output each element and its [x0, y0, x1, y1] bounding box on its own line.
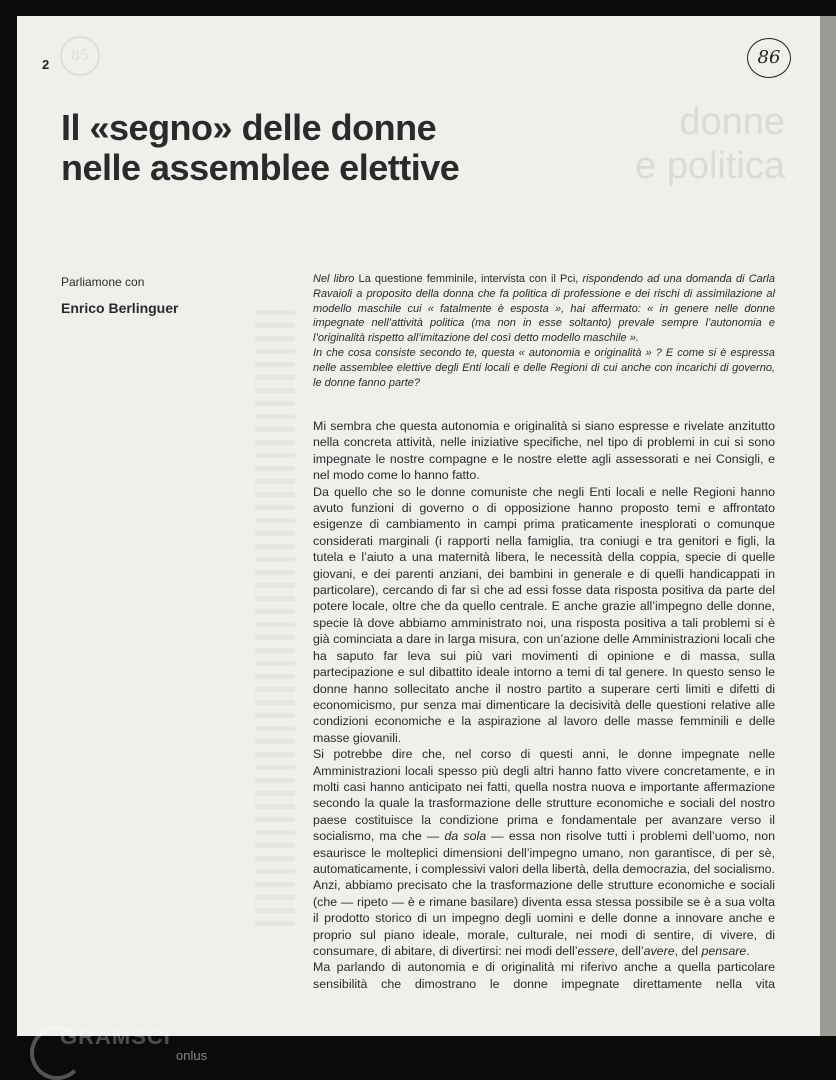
answer-p3-d: , del — [674, 944, 702, 958]
answer-p3-emphasis: da sola — [444, 829, 487, 844]
answer-p3-e: . — [746, 944, 750, 958]
title-line-1: Il «segno» delle donne — [61, 107, 437, 148]
intro-label: Parliamone con — [61, 275, 145, 289]
interview-answer — [313, 418, 775, 992]
bleed-through-title — [585, 100, 785, 188]
bleed-through-line-2: e politica — [635, 145, 785, 187]
book-title: La questione femminile, intervista con il Pci, — [358, 273, 579, 285]
answer-paragraph-3 — [313, 746, 775, 959]
answer-paragraph-4: Ma parlando di autonomia e di originalità mi riferivo anche a quella particolare sensibilità che dimostrano le donne impegnate direttamente nella vita — [313, 960, 775, 991]
answer-paragraph-2: Da quello che so le donne comuniste che negli Enti locali e nelle Regioni hanno avuto funzioni di governo o di opposizione hanno proposto temi e affrontato esigenze di cambiamento in campi prima praticamente inesplorati o comunque considerati marginali (i rapporti nella famiglia, tra coniugi e tra genitori e figli, la tutela e l’aiuto a una maternità libera, le necessità della coppia, specie di quelle giovani, e dei parenti anziani, dei bambini in generale e di quelli handicappati in particolare), cercando di far sì che ad essi fosse data risposta positiva da parte del potere locale, oltre che da quello centrale. E anche grazie all’impegno delle donne, specie là dove abbiamo amministrato noi, una risposta positiva a tali problemi si è già cominciata a dare in larga misura, con un’azione delle Amministrazioni locali che ha saputo far leva sui più vari movimenti di opinione e di massa, sulla partecipazione e sul dibattito ideale intorno a temi di tal genere. In questo senso le donne hanno sollecitato anche il nostro partito a superare certi limiti e difetti di economicismo, pur senza mai dimenticare la decisività delle questioni relative alle condizioni economiche e la aspirazione al lavoro delle masse femminili e delle masse giovanili. — [313, 484, 775, 745]
page-number: 2 — [42, 57, 50, 72]
answer-p3-essere: essere — [577, 944, 615, 958]
handwritten-page-note: 86 — [747, 38, 791, 78]
adjacent-page-edge — [820, 16, 836, 1036]
answer-paragraph-1: Mi sembra che questa autonomia e originalità si siano espresse e rivelate anzitutto nella concreta attività, nelle iniziative specifiche, nel tipo di problemi in cui si sono impegnate le nostre compagne e le nostre elette agli assessorati e nei Consigli, e nel modo come lo hanno fatto. — [313, 419, 775, 483]
bleed-through-column — [255, 310, 295, 930]
answer-p3-avere: avere — [643, 944, 675, 958]
answer-p3-c: , dell’ — [614, 944, 644, 958]
question-part-1: Nel libro — [313, 273, 359, 285]
article-title — [61, 108, 459, 188]
answer-p3-b: — essa non risolve tutti i problemi dell’uomo, non esaurisce le molteplici dimensioni dell’impegno umano, non garantisce, di per sè, automaticamente, i complessivi valori della libertà, della democrazia, del socialismo. Anzi, abbiamo precisato che la trasformazione delle strutture economiche e sociali (che — ripeto — è e rimane basilare) diventa essa stessa possibile se è a sua volta il prodotto storico di un impegno degli uomini e delle donne a innovare anche e proprio sul piano ideale, morale, culturale, nei modi di sentire, di vivere, di consumare, di abitare, di divertirsi: nei modi dell’ — [313, 829, 775, 958]
archive-stamp: 85 — [60, 36, 100, 76]
interview-question — [313, 272, 775, 390]
watermark-sub: onlus — [176, 1048, 208, 1063]
bleed-through-line-1: donne — [679, 101, 785, 143]
question-part-3: In che cosa consiste secondo te, questa « autonomia e originalità » ? E come si è espressa nelle assemblee elettive degli Enti locali e delle Regioni di cui anche con incarichi di governo, le donne fanno parte? — [313, 346, 775, 389]
gramsci-watermark — [30, 1018, 210, 1078]
watermark-brand: GRAMSCI — [60, 1024, 171, 1049]
title-line-2: nelle assemblee elettive — [61, 147, 460, 188]
question-part-2: rispondendo ad una domanda di Carla Ravaioli a proposito della donna che fa politica di professione e dei rischi di assimilazione al modello maschile cui « fatalmente è esposta », hai affermato: « in genere nelle donne impegnate nell’attività politica (ma non in esse soltanto) prevale sempre l’autonomia e l’originalità rispetto all’imitazione del così detto modello maschile ». — [313, 273, 775, 345]
author-name: Enrico Berlinguer — [61, 300, 179, 316]
answer-p3-pensare: pensare — [701, 944, 747, 958]
answer-p3-a: Si potrebbe dire che, nel corso di questi anni, le donne impegnate nelle Amministrazioni locali spesso più degli altri hanno fatto vivere concretamente, e in molti casi hanno anticipato nei fatti, quella nostra nuova e importante affermazione secondo la quale la trasformazione delle strutture economiche e sociali del nostro paese costituisce la condizione prima e fondamentale per avanzare verso il socialismo, ma che — — [313, 747, 775, 844]
